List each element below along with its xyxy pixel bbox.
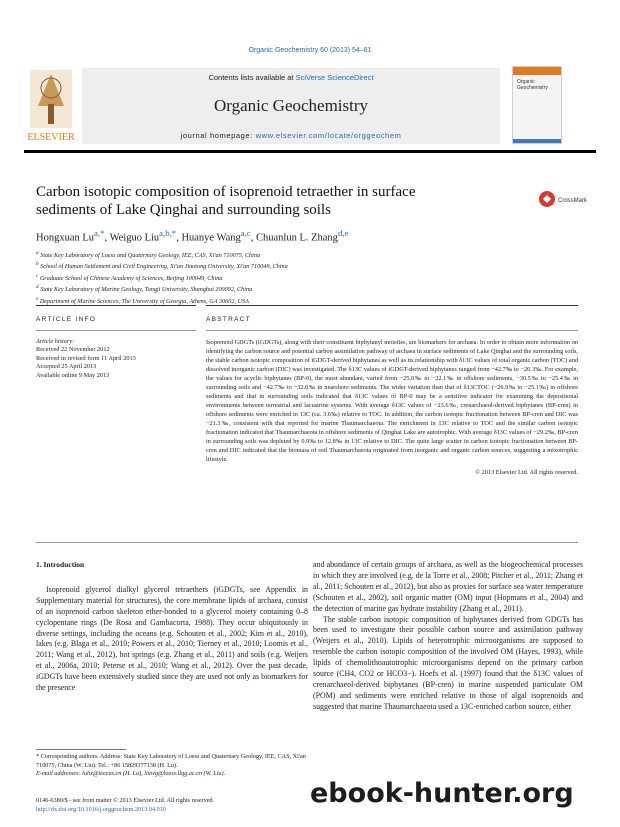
journal-reference-link[interactable]: Organic Geochemistry 60 (2013) 54–61 — [248, 47, 372, 54]
corresponding-author-note: * Corresponding authors. Address: State Key Laboratory of Loess and Quaternary Geology, IEE, CAS, Xi'an 710075, China (W. Liu). Tel.: +86 15829377138 (H. Lu). — [36, 753, 306, 769]
abstract-rule-top — [206, 305, 578, 306]
homepage-prefix: journal homepage: — [180, 131, 256, 140]
issn-line: 0146-6380/$ - see front matter © 2013 Elsevier Ltd. All rights reserved. — [36, 797, 215, 804]
article-title: Carbon isotopic composition of isoprenoid tetraether in surface sediments of Lake Qinghai and surrounding soils — [36, 184, 416, 218]
email-addresses[interactable]: E-mail addresses: luhx@ieecas.cn (H. Lu), liuwg@loess.llqg.ac.cn (W. Liu). — [36, 770, 226, 778]
history-item: Available online 9 May 2013 — [36, 371, 110, 379]
author-name[interactable]: Weiguo Liu — [109, 232, 160, 244]
section-title: 1. Introduction — [36, 560, 85, 569]
affiliation: $^c$ Graduate School of Chinese Academy of Sciences, Beijing 100049, China — [36, 272, 223, 282]
abstract-rule-bottom — [36, 542, 578, 543]
abstract-text: Isoprenoid GDGTs (iGDGTs), along with their constituent biphytanyl moieties, are biomarkers for archaea. In order to obtain more information on identifying the carbon source and potential carbon assimilation pathway of archaea in surface sediments of Lake Qinghai and the surrounding soils, the stable carbon isotopic composition of iGDGT-derived biphytanes as well as its relationship with δ13C values of total organic carbon (TOC) and dissolved inorganic carbon (DIC) was investigated. The δ13C values of iGDGT-derived biphytanes ranged from −42.7‰ to −20.3‰. For example, the values for acyclic biphytanes (BP-0), the most abundant, varied from −25.0‰ to −22.1‰ in offshore sediments, −30.5‰ to −25.4‰ in surrounding soils and −42.7‰ to −32.0‰ in nearshore sediments. The wider variation than that of δ13CTOC (−26.9‰ to −25.1‰) in offshore sediments and that in surrounding soils indicated that δ13C values of BP-0 may be a sensitive indicator for examining the depositional environments between terrestrial and lacustrine systems. With average δ13C values of −23.6‰, crenarchaeol-derived biphytanes (BP-cren) in offshore sediments were enriched in 13C (ca. 3.6‰) relative to TOC. In addition, the carbon isotopic fractionation between BP-cren and DIC was −21.3‰, consistent with that reported for marine Thaumarchaeota. The enrichment in 13C relative to TOC and the similar carbon isotopic fractionation indicated that Thaumarchaeota in offshore sediments of Qinghai Lake are autotrophic. With average δ13C values of −29.2‰, BP-cren in surrounding soils was depleted by 0.9‰ to 12.8‰ in 13C relative to DIC. The quite large scatter in carbon isotopic fractionation between BP-cren and DIC indicated that the biomass of soil Thaumarchaeota originated from inorganic and organic carbon sources, suggesting a mixotrophic lifestyle. — [206, 339, 578, 463]
affiliation-list — [36, 249, 576, 306]
doi-link[interactable]: http://dx.doi.org/10.1016/j.orggeochem.2013.04.010 — [36, 805, 166, 813]
body-paragraph: The stable carbon isotopic composition of biphytanes derived from GDGTs has been used to investigate their possible carbon source and assimilation pathway (Weijers et al., 2010). Lipids of heterotrophic microorganisms are supposed to resemble the carbon isotopic composition of the involved OM (Hayes, 1993), while lipids of chemolithoautotrophic microorganisms depend on the primary carbon source (CH4, CO2 or HCO3−). Hoefs et al. (1997) found that the δ13C values of crenarchaeol-derived biphytanes (BP-cren) in marine suspended particulate OM (POM) and sediments were enriched relative to those of algal isoprenoids and suggested that marine Thaumarchaeota used a 13C-enriched carbon source, either — [313, 614, 583, 711]
author-name[interactable]: Chuanlun L. Zhang — [255, 232, 338, 244]
abstract-heading: ABSTRACT — [206, 316, 252, 323]
elsevier-logo-text: ELSEVIER — [27, 132, 75, 143]
footnote — [36, 753, 308, 779]
copyright-notice: © 2013 Elsevier Ltd. All rights reserved. — [475, 469, 578, 476]
author-sup[interactable]: a,b,* — [159, 228, 177, 238]
affiliation: $^d$ State Key Laboratory of Marine Geology, Tongji University, Shanghai 200092, China — [36, 284, 253, 294]
article-info-heading: ARTICLE INFO — [36, 316, 97, 323]
history-label: Article history: — [36, 338, 75, 345]
header-rule — [24, 150, 596, 153]
abstract-body — [206, 338, 578, 477]
journal-reference[interactable] — [0, 47, 620, 54]
contents-prefix: Contents lists available at — [208, 73, 296, 82]
author-name[interactable]: Hongxuan Lu — [36, 232, 95, 244]
history-item: Received 22 November 2012 — [36, 346, 110, 354]
affiliation: $^e$ Department of Marine Sciences, The University of Georgia, Athens, GA 30602, USA — [36, 295, 249, 305]
body-column-right — [313, 560, 583, 713]
journal-homepage — [82, 131, 500, 140]
author-sup[interactable]: a,* — [94, 228, 105, 238]
body-column-left — [36, 560, 308, 694]
cover-bottom-bar — [513, 139, 561, 143]
bottom-matter — [36, 797, 308, 814]
crossmark-badge[interactable] — [538, 189, 588, 209]
article-history — [36, 338, 196, 380]
cover-title: Organic Geochemistry — [517, 79, 548, 91]
author-sup[interactable]: a,c — [240, 228, 251, 238]
abstract-rule — [206, 330, 578, 331]
author-sup[interactable]: d,e — [337, 228, 349, 238]
homepage-link[interactable]: www.elsevier.com/locate/orggeochem — [255, 131, 402, 140]
cover-top-bar — [513, 67, 561, 75]
author-name[interactable]: Huanye Wang — [181, 232, 241, 244]
author-list: Hongxuan $Lu^{a,*}$, Weiguo Liu$^{a,b,*}$, Huanye Wang$^{a,c}$, Chuanlun L. Zhang$^{d,e}$ — [36, 228, 349, 244]
journal-cover-thumbnail — [512, 66, 562, 144]
contents-line — [82, 73, 500, 82]
history-item: Accepted 25 April 2013 — [36, 363, 97, 371]
article-info-rule — [36, 330, 196, 331]
body-paragraph: Isoprenoid glycerol dialkyl glycerol tetraethers (iGDGTs, see Appendix in Supplementary material for structures), the core membrane lipids of archaea, consist of an isoprenoid carbon skeleton ether-bonded to a glycerol moiety containing 0–8 cyclopentane rings (De Rosa and Gambacorta, 1988). They occur ubiquitously in diverse settings, including the oceans (e.g. Schouten et al., 2002; Kim et al., 2010), lakes (e.g. Blaga et al., 2010; Powers et al., 2010; Tierney et al., 2010; Loomis et al., 2011; Wang et al., 2012), hot springs (e.g. Zhang et al., 2011) and soils (e.g. Weijers et al., 2006a, 2010; Peterse et al., 2010; Wang et al., 2012). Over the past decade, iGDGTs have been extensively studied since they are used not only as biomarkers for the presence — [36, 584, 308, 693]
elsevier-logo — [24, 66, 78, 146]
affiliation: $^b$ School of Human Settlement and Civil Engineering, Xi'an Jiaotong University, Xi'an 710049, China — [36, 261, 288, 271]
article-info-rule-top — [36, 305, 196, 306]
history-item: Received in revised form 11 April 2013 — [36, 354, 136, 362]
sciencedirect-link[interactable]: SciVerse ScienceDirect — [295, 73, 374, 82]
watermark-text: ebook-hunter.org — [310, 778, 574, 809]
body-paragraph: and abundance of certain groups of archaea, as well as the biogeochemical processes in which they are involved (e.g. de la Torre et al., 2008; Pitcher et al., 2011; Zhang et al., 2011; Schouten et al., 2012), but also as proxies for surface sea water temperature (Schouten et al., 2002), soil organic matter (OM) input (Hopmans et al., 2004) and the detection of marine gas hydrate instability (Zhang et al., 2011). — [313, 560, 583, 613]
crossmark-label: CrossMark — [558, 198, 588, 204]
affiliation: $^a$ State Key Laboratory of Loess and Quaternary Geology, IEE, CAS, Xi'an 710075, China — [36, 250, 261, 260]
footnote-rule — [36, 749, 126, 750]
journal-name: Organic Geochemistry — [213, 96, 369, 115]
